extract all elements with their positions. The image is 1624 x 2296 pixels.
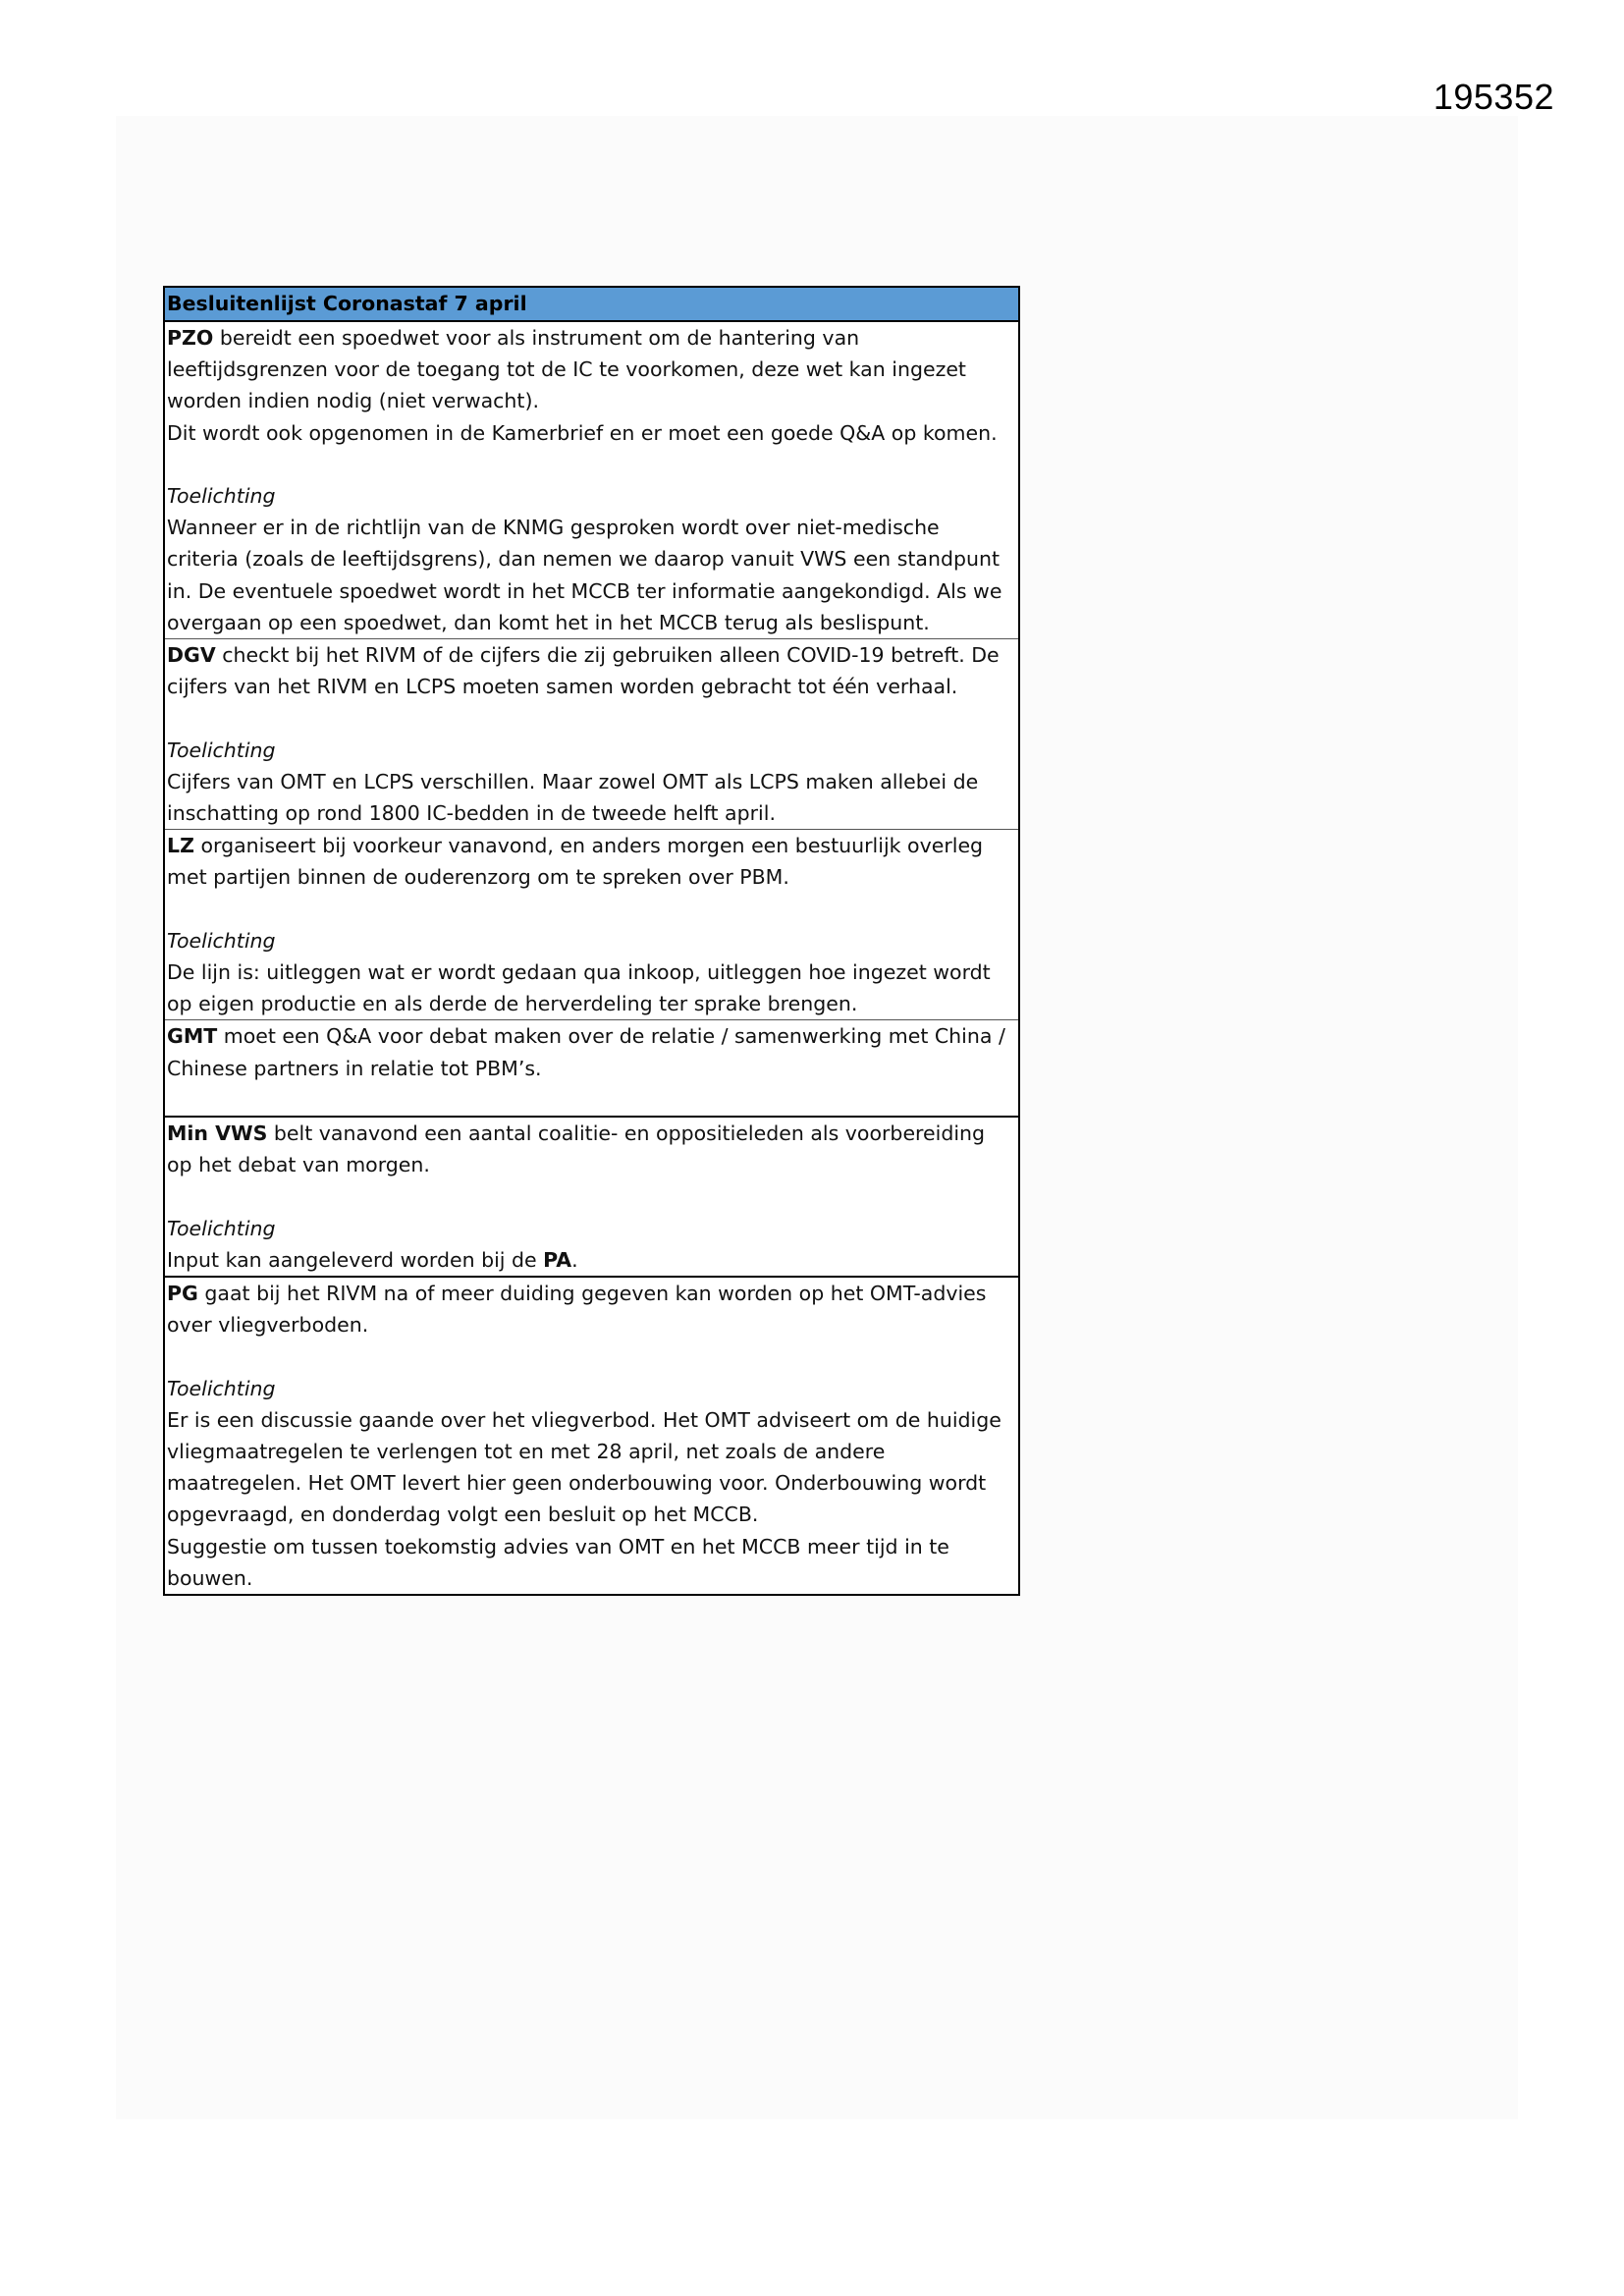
explanation-heading: Toelichting bbox=[167, 1216, 276, 1240]
decision-text: PG gaat bij het RIVM na of meer duiding gegeven kan worden op het OMT-advies over vliegverboden. bbox=[167, 1282, 987, 1338]
table-row bbox=[164, 1277, 1019, 1595]
party-name: PG bbox=[167, 1282, 198, 1306]
decision-text: DGV checkt bij het RIVM of de cijfers die zij gebruiken alleen COVID-19 betreft. De cijfers van het RIVM en LCPS moeten samen worden gebracht tot één verhaal. bbox=[167, 643, 1000, 699]
explanation-heading: Toelichting bbox=[167, 738, 276, 762]
party-name: DGV bbox=[167, 643, 216, 668]
party-name: PZO bbox=[167, 326, 214, 350]
explanation-heading: Toelichting bbox=[167, 484, 276, 508]
decision-text-continued: Dit wordt ook opgenomen in de Kamerbrief en er moet een goede Q&A op komen. bbox=[167, 420, 998, 445]
table-row bbox=[164, 1020, 1019, 1117]
decision-cell bbox=[164, 1117, 1019, 1277]
decision-cell bbox=[164, 1277, 1019, 1595]
party-name: GMT bbox=[167, 1024, 218, 1049]
table-title: Besluitenlijst Coronastaf 7 april bbox=[164, 287, 1019, 321]
explanation-text: Input kan aangeleverd worden bij de PA. bbox=[167, 1247, 578, 1272]
explanation-text: Er is een discussie gaande over het vliegverbod. Het OMT adviseert om de huidige vliegmaatregelen te verlengen tot en met 28 april, net zoals de andere maatregelen. Het OMT levert hier geen onderbouwing voor. Onderbouwing wordt opgevraagd, en donderdag volgt een besluit op het MCCB. bbox=[167, 1407, 1001, 1527]
decision-cell bbox=[164, 321, 1019, 639]
table-row bbox=[164, 1117, 1019, 1277]
party-name: PA bbox=[543, 1247, 572, 1272]
document-number: 195352 bbox=[1433, 77, 1554, 117]
decision-cell bbox=[164, 1020, 1019, 1117]
decision-text: LZ organiseert bij voorkeur vanavond, en anders morgen een bestuurlijk overleg met partijen binnen de ouderenzorg om te spreken over PBM. bbox=[167, 834, 984, 890]
decision-text: PZO bereidt een spoedwet voor als instrument om de hantering van leeftijdsgrenzen voor de toegang tot de IC te voorkomen, deze wet kan ingezet worden indien nodig (niet verwacht). bbox=[167, 326, 966, 413]
table-row bbox=[164, 639, 1019, 830]
table-row bbox=[164, 321, 1019, 639]
decision-cell bbox=[164, 830, 1019, 1020]
explanation-text: Cijfers van OMT en LCPS verschillen. Maar zowel OMT als LCPS maken allebei de inschatting op rond 1800 IC-bedden in de tweede helft april. bbox=[167, 769, 979, 826]
party-name: LZ bbox=[167, 834, 194, 858]
explanation-text-continued: Suggestie om tussen toekomstig advies van OMT en het MCCB meer tijd in te bouwen. bbox=[167, 1534, 949, 1590]
explanation-heading: Toelichting bbox=[167, 928, 276, 953]
explanation-heading: Toelichting bbox=[167, 1376, 276, 1400]
decision-text: Min VWS belt vanavond een aantal coalitie- en oppositieleden als voorbereiding op het debat van morgen. bbox=[167, 1121, 986, 1177]
decision-list-table bbox=[163, 286, 1020, 1596]
table-header-row bbox=[164, 287, 1019, 321]
party-name: Min VWS bbox=[167, 1121, 268, 1146]
decision-text: GMT moet een Q&A voor debat maken over de relatie / samenwerking met China / Chinese partners in relatie tot PBM’s. bbox=[167, 1024, 1005, 1080]
explanation-text: De lijn is: uitleggen wat er wordt gedaan qua inkoop, uitleggen hoe ingezet wordt op eigen productie en als derde de herverdeling ter sprake brengen. bbox=[167, 960, 991, 1016]
explanation-text: Wanneer er in de richtlijn van de KNMG gesproken wordt over niet-medische criteria (zoals de leeftijdsgrens), dan nemen we daarop vanuit VWS een standpunt in. De eventuele spoedwet wordt in het MCCB ter informatie aangekondigd. Als we overgaan op een spoedwet, dan komt het in het MCCB terug als beslispunt. bbox=[167, 516, 1002, 634]
table-row bbox=[164, 830, 1019, 1020]
decision-cell bbox=[164, 639, 1019, 830]
